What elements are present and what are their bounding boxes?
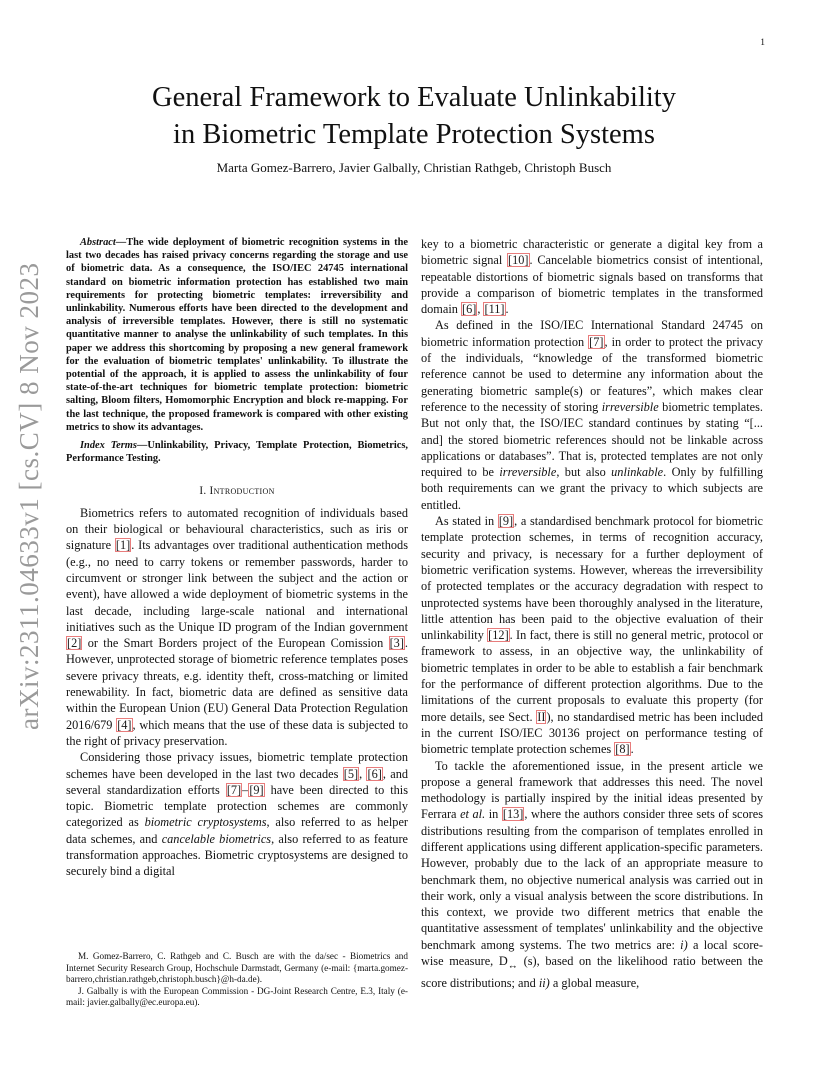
text-run: ), no standardised metric has been included in the current ISO/IEC 30136 project on performance testing of biometric template protection schemes	[421, 709, 763, 757]
text-run: –	[242, 782, 249, 797]
text-run: , in order to protect the privacy of the individuals, “knowledge of the transformed biometric reference cannot be used to determine any information about the generating biometric sample(s) or features”, which makes clear reference to the necessity of storing	[421, 334, 763, 414]
citation-link[interactable]: [1]	[115, 538, 131, 553]
paper-title	[66, 79, 762, 153]
right-paragraph-1	[421, 236, 763, 317]
text-run: .	[505, 302, 509, 317]
text-run: . Only by fulfilling both requirements can we grant the privacy to which subjects are entitled.	[421, 465, 763, 512]
page-number: 1	[760, 38, 765, 48]
text-run: As stated in	[435, 514, 498, 529]
text-run: . In fact, there is still no general metric, protocol or framework to assess, in an objective way, the unlinkability of biometric templates in order to be able to establish a fair benchmark for the performance of different protection algorithms. Due to the limitations of the current proposals to evaluate this property (for more details, see Sect.	[421, 628, 764, 724]
emphasis: irreversible	[499, 465, 557, 480]
text-run: , also referred to as feature transformation approaches. Biometric cryptosystems are designed to securely bind a digital	[66, 831, 409, 879]
text-run: , where the authors consider three sets of scores distributions resulting from the comparison of templates enrolled in different applications using different application-specific parameters. However, probably due to the lack of an appropriate measure to benchmark them, no objective numerical analysis was carried out in their work, only a visual analysis between the score distributions. In this context, we provide two different metrics that enable the quantitative assessment of templates' unlinkability and the objective benchmark among systems. The two metrics are:	[421, 807, 763, 952]
abstract	[66, 236, 408, 434]
text-run: , a standardised benchmark protocol for biometric template protection schemes, in terms of recognition accuracy, security and privacy, is necessary for a further deployment of biometric verification systems. However, whereas the irreversibility of protected templates or the accuracy degradation with respect to unprotected systems have been thoroughly analysed in the literature, little attention has been paid to the objective evaluation of their unlinkability	[421, 514, 764, 643]
emphasis: i)	[680, 937, 688, 952]
text-run: . Its advantages over traditional authentication methods (e.g., no need to carry tokens or remember passwords, harder to circumvent or stronger link between the subject and the action or event), have allowed a wide deployment of biometric systems in the last decade, including large-scale national and international initiatives such as the Unique ID program of the Indian government	[66, 538, 408, 634]
emphasis: ii)	[538, 975, 550, 990]
footnote-affiliation-1: M. Gomez-Barrero, C. Rathgeb and C. Busch are with the da/sec - Biometrics and Internet Security Research Group, Hochschule Darmstadt, Germany (e-mail: {marta.gomez-barrero,christian.rathgeb,christoph.busch}@h-da.de).	[66, 951, 408, 984]
emphasis: unlinkable	[611, 465, 664, 480]
intro-paragraph-2	[66, 749, 408, 879]
citation-link[interactable]: [7]	[589, 334, 604, 349]
footnotes	[66, 951, 408, 1009]
index-terms-text: —Unlinkability, Privacy, Template Protection, Biometrics, Performance Testing.	[66, 440, 408, 465]
text-run: As defined in the ISO/IEC International Standard 24745 on biometric information protection	[421, 318, 763, 349]
text-run: To tackle the aforementioned issue, in the present article we propose a general framework that addresses this need. The novel methodology is partially inspired by the initial ideas presented by Ferrara	[421, 758, 763, 822]
section-heading-introduction: I. Introduction	[199, 485, 275, 498]
citation-link[interactable]: [9]	[249, 782, 264, 797]
abstract-label: Abstract	[80, 237, 116, 248]
text-run: key to a biometric characteristic or generate a digital key from a biometric signal	[421, 237, 763, 268]
text-run: a global measure,	[549, 975, 640, 990]
citation-link[interactable]: [6]	[367, 766, 382, 781]
intro-paragraph-1	[66, 505, 408, 749]
index-terms	[66, 439, 408, 465]
text-run: , but also	[556, 465, 612, 480]
right-paragraph-2	[421, 317, 763, 513]
subscript-symbol: ↔	[507, 960, 519, 972]
emphasis: irreversible	[601, 399, 659, 414]
left-column	[66, 236, 408, 880]
right-column	[421, 236, 763, 991]
text-run: Biometrics refers to automated recognition of individuals based on their biological or behavioural characteristics, such as iris or signature	[66, 505, 408, 553]
citation-link[interactable]: [5]	[343, 766, 359, 781]
text-run: , also referred to as helper data schemes, and	[66, 815, 408, 846]
emphasis: et al.	[460, 807, 486, 822]
index-terms-label: Index Terms	[80, 440, 137, 452]
title-line-1: General Framework to Evaluate Unlinkability	[152, 82, 676, 113]
text-run: , and several standardization efforts	[66, 766, 408, 797]
text-run: a local score-wise measure, D	[421, 937, 763, 969]
citation-link[interactable]: [2]	[67, 636, 82, 651]
title-line-2: in Biometric Template Protection Systems	[173, 119, 655, 150]
text-run: ,	[359, 766, 367, 781]
text-run: or the Smart Borders project of the European Comission	[82, 636, 389, 651]
text-run: . However, unprotected storage of biometric reference templates poses severe privacy threats, e.g. identity theft, cross-matching or limited renewability. In fact, biometric data are defined as sensitive data within the European Union (EU) General Data Protection Regulation 2016/679	[66, 636, 408, 732]
arxiv-identifier[interactable]: arXiv:2311.04633v1 [cs.CV] 8 Nov 2023	[14, 262, 44, 730]
text-run: Considering those privacy issues, biometric template protection schemes have been developed in the last two decades	[66, 750, 408, 781]
emphasis: biometric cryptosystems	[144, 815, 267, 830]
text-run: , which means that the use of these data is subjected to the right of privacy preservation.	[66, 717, 409, 748]
right-paragraph-3	[421, 513, 763, 757]
citation-link[interactable]: [11]	[484, 302, 505, 317]
citation-link[interactable]: [9]	[498, 514, 514, 529]
text-run: biometric templates. But not only that, the ISO/IEC standard continues by stating “[... and] the stored biometric references should not be linkable across applications or databases”. That is, protected templates are not only required to be	[421, 399, 763, 480]
footnote-affiliation-2: J. Galbally is with the European Commission - DG-Joint Research Centre, E.3, Italy (e-mail: javier.galbally@ec.europa.eu).	[66, 985, 408, 1007]
text-run: have been directed to this topic. Biometric template protection schemes are commonly categorized as	[66, 782, 408, 830]
author-list: Marta Gomez-Barrero, Javier Galbally, Christian Rathgeb, Christoph Busch	[216, 160, 612, 175]
citation-link[interactable]: [4]	[117, 717, 132, 732]
citation-link[interactable]: [13]	[502, 807, 524, 822]
section-link[interactable]: II	[537, 709, 546, 724]
text-run: ,	[477, 302, 484, 317]
emphasis: cancelable biometrics	[161, 831, 272, 846]
citation-link[interactable]: [7]	[226, 782, 242, 797]
text-run: . Cancelable biometrics consist of intentional, repeatable distortions of biometric signals based on transforms that provide a comparison of biometric templates in the transformed domain	[421, 253, 763, 317]
citation-link[interactable]: [10]	[508, 253, 529, 268]
citation-link[interactable]: [8]	[615, 742, 630, 757]
text-run: .	[630, 742, 634, 757]
citation-link[interactable]: [6]	[461, 302, 477, 317]
citation-link[interactable]: [12]	[488, 628, 509, 643]
abstract-text: —The wide deployment of biometric recognition systems in the last two decades has raised privacy concerns regarding the storage and use of biometric data. As a consequence, the ISO/IEC 24745 international standard on biometric information protection has established two main requirements for protecting biometric templates: irreversibility and unlinkability. Numerous efforts have been directed to the development and analysis of irreversible templates. However, there is still no systematic quantitative manner to analyse the unlinkability of such templates. In this paper we address this shortcoming by proposing a new general framework for the evaluation of biometric templates' unlinkability. To illustrate the potential of the approach, it is applied to assess the unlinkability of four state-of-the-art techniques for biometric template protection: biometric salting, Bloom filters, Homomorphic Encryption and block re-mapping. For the last technique, the proposed framework is compared with other existing metrics to show its advantages.	[66, 237, 408, 433]
citation-link[interactable]: [3]	[389, 636, 404, 651]
text-run: (s), based on the likelihood ratio between the score distributions; and	[421, 954, 763, 990]
right-paragraph-4	[421, 758, 763, 992]
text-run: in	[485, 807, 502, 822]
